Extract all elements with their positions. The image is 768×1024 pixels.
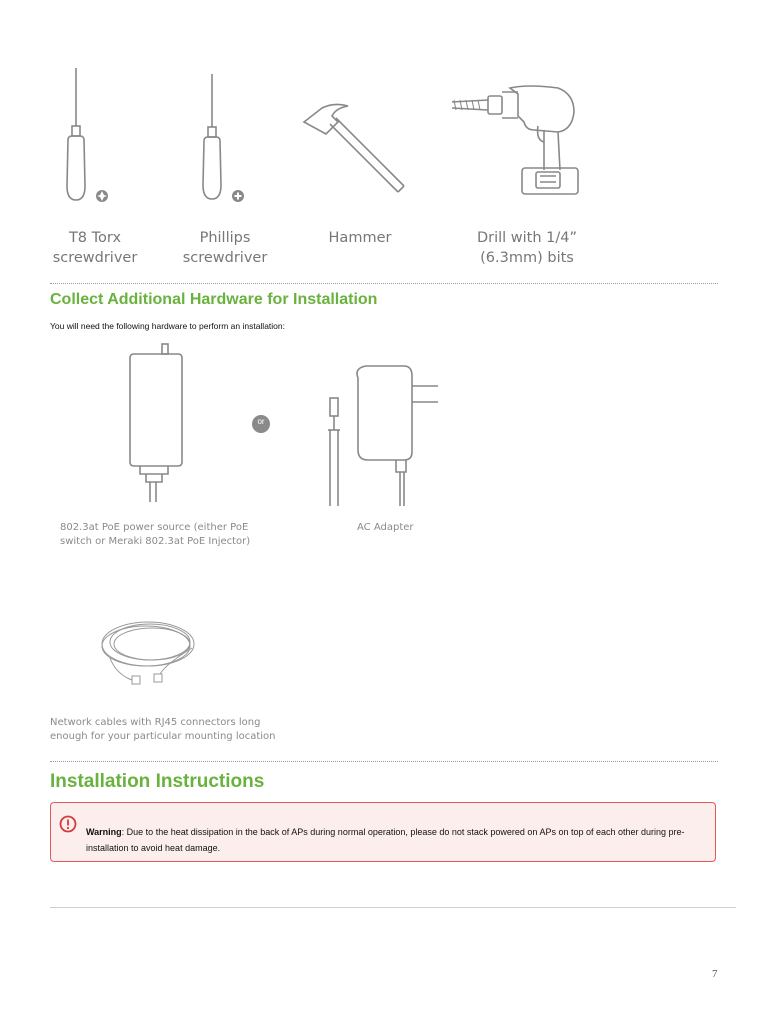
tool-label-line: T8 Torx xyxy=(68,230,122,246)
cable-label-line: Network cables with RJ45 connectors long xyxy=(50,717,261,728)
tool-label-line: Phillips xyxy=(199,230,251,246)
ac-adapter-icon xyxy=(318,360,448,508)
page-number: 7 xyxy=(712,968,718,980)
divider xyxy=(50,283,718,284)
poe-label-line: 802.3at PoE power source (either PoE xyxy=(60,522,249,533)
footer-divider xyxy=(50,907,736,908)
tool-label-line: Drill with 1/4” xyxy=(476,230,578,246)
hardware-intro: You will need the following hardware to perform an installation: xyxy=(50,321,285,331)
network-cable-icon xyxy=(96,614,206,694)
adapter-label-line: AC Adapter xyxy=(357,522,414,533)
tool-label-phillips xyxy=(170,228,280,268)
hammer-icon xyxy=(300,100,410,200)
tool-label-line: (6.3mm) bits xyxy=(480,250,574,266)
phillips-screwdriver-icon xyxy=(196,72,246,216)
tool-label-line: screwdriver xyxy=(52,250,138,266)
tool-label-line: screwdriver xyxy=(182,250,268,266)
warning-label: Warning xyxy=(86,827,122,837)
cable-label-line: enough for your particular mounting location xyxy=(50,731,276,742)
warning-body: : Due to the heat dissipation in the back of APs during normal operation, please do not stack powered on APs on top of each other during pre-installation to avoid heat damage. xyxy=(86,827,685,853)
warning-text xyxy=(86,824,706,856)
divider xyxy=(50,761,718,762)
tool-label-torx xyxy=(40,228,150,268)
or-label: or xyxy=(257,417,265,426)
poe-injector-icon xyxy=(126,342,186,504)
poe-label-line: switch or Meraki 802.3at PoE Injector) xyxy=(60,536,251,547)
warning-circle-icon xyxy=(59,815,77,833)
warning-callout xyxy=(50,802,716,862)
adapter-label xyxy=(357,521,477,535)
torx-screwdriver-icon xyxy=(60,66,110,216)
tool-label-line: Hammer xyxy=(328,230,392,246)
drill-icon xyxy=(448,80,588,200)
section-heading-hardware: Collect Additional Hardware for Installation xyxy=(50,291,378,308)
section-heading-installation: Installation Instructions xyxy=(50,771,265,792)
cable-label xyxy=(50,716,310,744)
poe-label xyxy=(60,521,280,549)
tool-label-drill xyxy=(462,228,592,268)
tool-label-hammer xyxy=(305,228,415,248)
